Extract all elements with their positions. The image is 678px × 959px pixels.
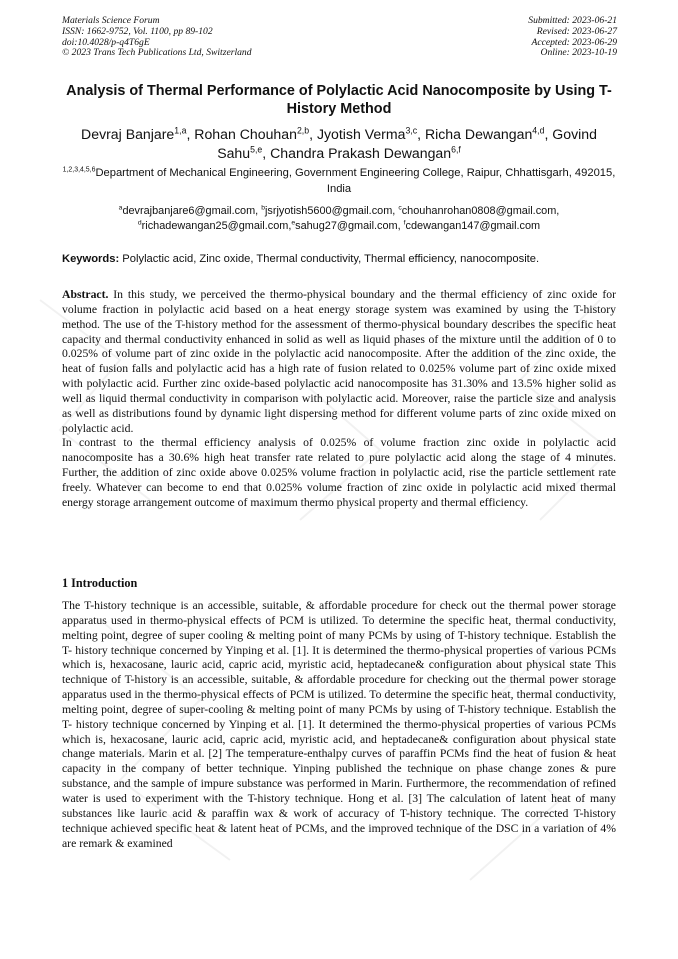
keywords xyxy=(62,252,616,266)
author-list: Devraj Banjare$^{1,a}$, Rohan Chouhan$^{2,b}$, Jyotish Verma$^{3,c}$, Richa Dewangan$^{4,d}$, Govind Sahu$^{5,e}$, Chandra Prakash Dewangan$^{6,f}$ xyxy=(81,125,597,161)
author-affiliation-mark: 4,d xyxy=(532,125,545,136)
submission-dates xyxy=(528,16,617,59)
email-link[interactable]: sahug27@gmail.com xyxy=(295,219,398,232)
author-name: Jyotish Verma xyxy=(316,126,406,142)
email-mark: c xyxy=(398,204,402,212)
copyright: © 2023 Trans Tech Publications Ltd, Switzerland xyxy=(62,47,252,59)
affiliation-mark: 1,2,3,4,5,6 xyxy=(62,166,96,174)
email-mark: b xyxy=(261,204,265,212)
online-date: Online: 2023-10-19 xyxy=(540,47,617,59)
journal-name: Materials Science Forum xyxy=(62,15,160,26)
abstract-text: In this study, we perceived the thermo-physical boundary and the thermal efficiency of zinc oxide for volume fraction in polylactic acid based on a heat energy storage system was examined by using the T-history method. The use of the T-history method for the assessment of thermo-physical boundary describes the specific heat capacity and thermal conductivity enhanced in solid as well as liquid phases of the mixture until the addition of 0 to 0.025% of volume part of zinc oxide in the polylactic acid nanocomposite. After the addition of the zinc oxide, the heat of fusion falls and polylactic acid has a high rate of fusion related to 0.025% volume part of zinc oxide mixed with polylactic acid. Further zinc oxide-based polylactic acid nanocomposite has 31.30% and 13.5% higher solid as well as liquid thermal conductivity in comparison with polylactic acid. Moreover, raise the particle size and analysis as well as distributions found by dynamic light dispersing method for different volume parts of zinc oxide mixed on polylactic acid. xyxy=(62,288,616,435)
email-mark: d xyxy=(137,219,142,227)
abstract-paragraph xyxy=(62,288,616,436)
section-heading-introduction: 1 Introduction xyxy=(62,576,138,590)
author-name: Rohan Chouhan xyxy=(194,126,297,142)
author-name: Devraj Banjare xyxy=(81,126,175,142)
email-link[interactable]: jsrjyotish5600@gmail.com xyxy=(265,205,393,217)
email-link[interactable]: cdewangan147@gmail.com xyxy=(405,219,541,232)
author-name: Chandra Prakash Dewangan xyxy=(270,145,452,161)
accepted-date: Accepted: 2023-06-29 xyxy=(531,36,617,48)
author-affiliation-mark: 3,c xyxy=(405,125,418,136)
submitted-date: Submitted: 2023-06-21 xyxy=(528,15,617,26)
author-affiliation-mark: 2,b xyxy=(296,125,310,136)
email-link[interactable]: richadewangan25@gmail.com xyxy=(141,219,289,232)
author-emails: $^a$devrajbanjare6@gmail.com, $^b$jsrjyotish5600@gmail.com, $^c$chouhanrohan0808@gmail.com, $^d$richadewangan25@gmail.com,$^e$sahug27@gmail.com, $^f$cdewangan147@gmail.com xyxy=(118,204,560,232)
affiliation xyxy=(62,166,616,197)
doi-link[interactable]: doi:10.4028/p-q4T6gE xyxy=(62,36,150,48)
paper-title: Analysis of Thermal Performance of Polylactic Acid Nanocomposite by Using T-History Method xyxy=(66,83,612,117)
abstract-label: Abstract. xyxy=(62,288,109,301)
email-mark: f xyxy=(403,219,406,227)
author-name: Govind Sahu xyxy=(217,126,597,161)
email-link[interactable]: devrajbanjare6@gmail.com xyxy=(122,205,256,217)
author-affiliation-mark: 1,a xyxy=(174,125,187,136)
introduction-body xyxy=(62,599,616,851)
email-mark: a xyxy=(118,204,123,212)
email-link[interactable]: chouhanrohan0808@gmail.com xyxy=(401,205,557,217)
keywords-text: Polylactic acid, Zinc oxide, Thermal conductivity, Thermal efficiency, nanocomposite. xyxy=(119,253,540,265)
author-affiliation-mark: 5,e xyxy=(250,144,263,155)
affiliation-text: Department of Mechanical Engineering, Government Engineering College, Raipur, Chhattisgarh, 492015, India xyxy=(95,167,616,195)
author-name: Richa Dewangan xyxy=(424,126,533,142)
abstract xyxy=(62,288,616,511)
keywords-label: Keywords: xyxy=(62,253,120,265)
revised-date: Revised: 2023-06-27 xyxy=(536,25,617,37)
email-mark: e xyxy=(291,219,296,227)
issn-info: ISSN: 1662-9752, Vol. 1100, pp 89-102 xyxy=(62,25,213,37)
author-affiliation-mark: 6,f xyxy=(451,144,461,155)
abstract-paragraph: In contrast to the thermal efficiency analysis of 0.025% of volume fraction zinc oxide in polylactic acid nanocomposite has a 30.6% high heat transfer rate related to pure polylactic acid along the stage of 4 minutes. Further, the addition of zinc oxide above 0.025% volume fraction in polylactic acid, rise the particle settlement rate freely. Whatever can become to end that 0.025% volume fraction of zinc oxide in polylactic acid mixed thermal energy storage arrangement outcome of maximum thermo physical property and thermal efficiency. xyxy=(62,436,616,509)
introduction-paragraph: The T-history technique is an accessible, suitable, & affordable procedure for check out the thermal power storage apparatus used in thermo-physical effects of PCM is utilized. To determine the specific heat, thermal conductivity, melting point, degree of super cooling & melting point of many PCMs by using of T-history technique. Establish the T- history technique concerned by Yinping et al. [1]. It is determined the thermo-physical properties of various PCMs which is, hexacosane, lauric acid, capric acid, myristic acid, heptadecane& configuration about physical state This technique of T-history is an accessible, suitable, & affordable procedure for checking out the thermal power storage apparatus used in the thermo-physical effects of PCM is utilized. To determine the specific heat, thermal conductivity, melting point, degree of super-cooling & melting point of many PCMs by using of T-history technique. Establish the T- history technique concerned by Yinping et al. [1]. It determined the thermo-physical properties of various PCMs which is, hexacosane, lauric acid, capric acid, myristic acid, and heptadecane& configuration about physical state change materials. Marin et al. [2] The temperature-enthalpy curves of paraffin PCMs find the heat of fusion & heat capacity in the company of better technique. Yinping published the technique on phase change zones & pure substance, and the sample of impure substance was performed in Marin. Furthermore, the recommendation of refined water is used to experiment with the T-history technique. Hong et al. [3] The calculation of latent heat of many substances like lauric acid & paraffin wax & work of accuracy of T-history technique. The corrected T-history technique achieved specific heat & latent heat of PCMs, and the improved technique of the DSC in a variation of 4% are remark & examined xyxy=(62,599,616,850)
journal-header xyxy=(62,16,252,59)
